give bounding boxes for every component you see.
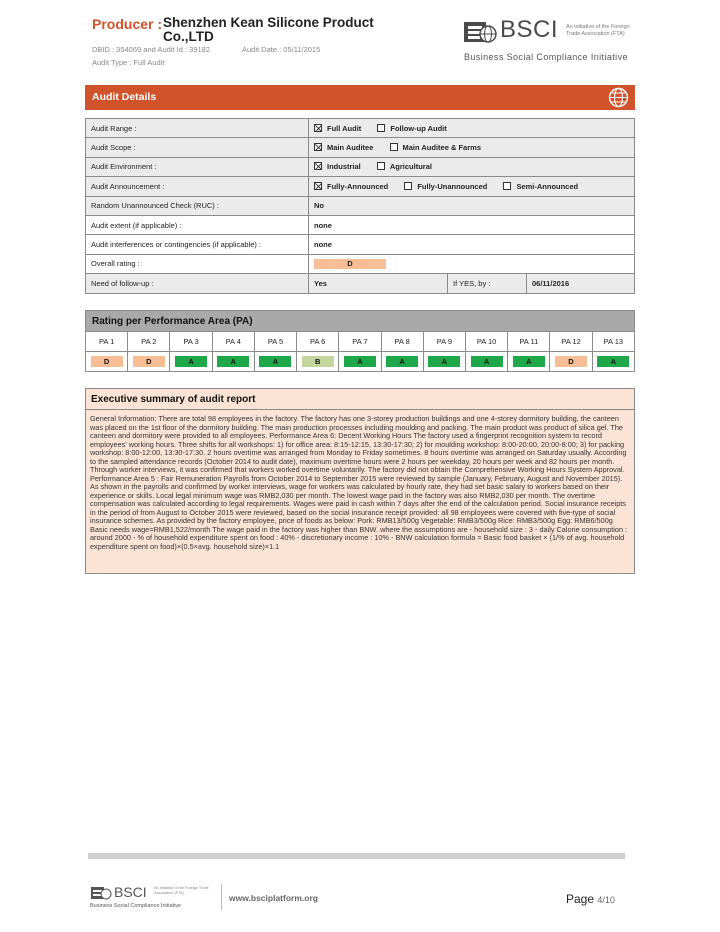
pa-label: PA 8 (381, 332, 423, 352)
option-industrial[interactable]: Industrial (314, 162, 361, 171)
pa-rating-badge: A (217, 356, 249, 367)
audit-details-bar (85, 85, 635, 110)
pa-rating-badge: A (597, 356, 629, 367)
follow-up-date: 06/11/2016 (527, 274, 635, 293)
pa-label: PA 6 (297, 332, 339, 352)
checkbox-checked[interactable] (314, 182, 322, 190)
option-agricultural[interactable]: Agricultural (377, 162, 432, 171)
executive-summary (85, 388, 635, 574)
pa-rating-badge: A (471, 356, 503, 367)
audit-scope-options (309, 138, 635, 157)
globe-icon (608, 87, 629, 108)
audit-date-text: Audit Date : 05/11/2015 (242, 45, 321, 54)
footer-divider-bar (88, 853, 625, 859)
pa-label: PA 5 (254, 332, 296, 352)
bsci-subtitle: Business Social Compliance Initiative (464, 52, 628, 62)
audit-extent-label: Audit extent (if applicable) : (86, 215, 309, 234)
pa-rating-row (86, 352, 635, 372)
follow-up-value: Yes (309, 274, 448, 293)
audit-scope-label: Audit Scope : (86, 138, 309, 157)
bsci-hands-icon (462, 18, 498, 46)
pa-rating-badge: D (555, 356, 587, 367)
pa-label: PA 4 (212, 332, 254, 352)
audit-announcement-label: Audit Announcement : (86, 177, 309, 196)
checkbox-checked[interactable] (314, 124, 322, 132)
audit-extent-value: none (309, 215, 635, 234)
option-main-auditee-farms[interactable]: Main Auditee & Farms (390, 143, 482, 152)
pa-label: PA 9 (423, 332, 465, 352)
pa-rating-badge: A (259, 356, 291, 367)
page-number: 4/10 (597, 895, 615, 905)
pa-rating-badge: A (386, 356, 418, 367)
audit-details-table (85, 118, 635, 294)
pa-rating-table (85, 331, 635, 372)
checkbox-unchecked[interactable] (377, 162, 385, 170)
executive-summary-text: General Information: There are total 98 employees in the factory. The factory has one 3-storey production buildings and one 4-storey dormitory building, the canteen was placed on the 1st floor of the dormitory building. The main production processes including moulding and packing. The main product was product of silica gel. The canteen and dormitory were provided to all employees. Performance Area 6: Decent Working Hours The factory used a fingerprint recognition system to record employees' working hours. Three shifts for all workshops: 1) for office area: 8:15-12:15, 13:30-17:30; 2) for moulding workshop: 8:00-20:00, 20:00-8:00; 3) for packing workshop: 8:00-12:00, 13:30-17:30. 2 hours overtime was arranged from Monday to Friday sometimes. 8 hours overtime was arranged on Saturday usually. According to the sampled attendance records (October 2014 to audit date), maximum overtime hours were 2 hours per weekday, 20 hours per week and 82 hours per month. Through worker interviews, it was confirmed that workers worked overtime voluntarily. The factory did not obtain the Comprehensive Working Hours System Approval. Performance Area 5 : Fair Remuneration Payrolls from October 2014 to September 2015 were reviewed by sample (January, February, August and November 2015). As shown in the payrolls and confirmed by worker interviews, wage for workers was calculated by hourly rate, they had set basic salary to workers based on their experience or skills. Local legal minimum wage was RMB2,030 per month. The lowest wage paid in the factory was also RMB2,030 per month. The overtime compensation was calculated according to legal requirements. Wages were paid in cash within 7 days after the end of the calculation period. Social insurance receipts in the period of from August to October 2015 were reviewed, based on the social insurance receipt provided: all 98 employees were covered with five-type of social insurance schemes. As provided by the factory employee, price of foods as below: Pork: RMB13/500g Vegetable: RMB3/500g Rice: RMB3/500g Egg: RMB6/500g Basic needs wage=RMB1,522/month The wage paid in the factory was higher than BNW. where the assumptions are - household size : 3 - daily Calorie consumption : around 2000 - % of household expenditure spent on food : 40% - discretionary income : 10% - BNW calculation formula = Basic food basket × (1/% of avg. household expenditure spent on food)×(0.5×avg. household size)×1.1 (90, 414, 628, 551)
footer-vertical-divider (221, 884, 222, 910)
footer-bsci-wordmark: BSCI (114, 884, 147, 900)
checkbox-unchecked[interactable] (503, 182, 511, 190)
pa-rating-badge: D (91, 356, 123, 367)
audit-environment-label: Audit Environment : (86, 157, 309, 176)
audit-announcement-options (309, 177, 635, 196)
page-indicator (566, 892, 615, 906)
footer-bsci-logo (90, 884, 210, 912)
bsci-logo (462, 16, 637, 66)
footer-bsci-tagline: An initiative of the Foreign Trade Association (FTA) (154, 886, 209, 895)
pa-rating-badge: A (428, 356, 460, 367)
option-fully-announced[interactable]: Fully-Announced (314, 182, 388, 191)
audit-range-options (309, 119, 635, 138)
pa-label-row (86, 332, 635, 352)
table-row (86, 177, 635, 196)
footer-bsci-subtitle: Business Social Compliance Initiative (90, 903, 182, 909)
checkbox-checked[interactable] (314, 162, 322, 170)
if-yes-label: If YES, by : (448, 274, 527, 293)
producer-label: Producer : (92, 16, 163, 32)
checkbox-checked[interactable] (314, 143, 322, 151)
follow-up-label: Need of follow-up : (86, 274, 309, 293)
pa-rating-badge: A (175, 356, 207, 367)
audit-details-title: Audit Details (92, 91, 157, 103)
option-semi-announced[interactable]: Semi-Announced (503, 182, 578, 191)
footer-url-link[interactable]: www.bsciplatform.org (229, 893, 318, 903)
pa-rating-title: Rating per Performance Area (PA) (85, 310, 635, 331)
table-row (86, 196, 635, 215)
table-row (86, 138, 635, 157)
bsci-wordmark: BSCI (500, 16, 559, 43)
checkbox-unchecked[interactable] (390, 143, 398, 151)
pa-rating-badge: A (344, 356, 376, 367)
pa-label: PA 2 (128, 332, 170, 352)
audit-type-text: Audit Type : Full Audit (92, 58, 165, 67)
audit-interferences-label: Audit interferences or contingencies (if applicable) : (86, 235, 309, 254)
overall-rating-label: Overall rating : (86, 254, 309, 273)
audit-interferences-value: none (309, 235, 635, 254)
table-row (86, 254, 635, 273)
option-fully-unannounced[interactable]: Fully-Unannounced (404, 182, 487, 191)
checkbox-unchecked[interactable] (404, 182, 412, 190)
table-row (86, 157, 635, 176)
pa-label: PA 10 (465, 332, 507, 352)
executive-summary-title: Executive summary of audit report (86, 389, 634, 410)
page-label: Page (566, 892, 595, 906)
table-row (86, 119, 635, 138)
pa-label: PA 12 (550, 332, 592, 352)
pa-label: PA 11 (508, 332, 550, 352)
bsci-hands-icon (90, 885, 112, 901)
table-row (86, 274, 635, 293)
overall-rating-cell (309, 254, 635, 273)
table-row (86, 215, 635, 234)
ruc-label: Random Unannounced Check (RUC) : (86, 196, 309, 215)
dbid-text: DBID : 354069 and Audit Id : 39182 (92, 45, 211, 54)
audit-environment-options (309, 157, 635, 176)
pa-rating-badge: D (133, 356, 165, 367)
pa-label: PA 3 (170, 332, 212, 352)
option-follow-up-audit[interactable]: Follow-up Audit (377, 124, 446, 133)
option-full-audit[interactable]: Full Audit (314, 124, 361, 133)
option-main-auditee[interactable]: Main Auditee (314, 143, 373, 152)
bsci-tagline: An initiative of the Foreign Trade Association (FTA) (566, 24, 630, 37)
table-row (86, 235, 635, 254)
pa-label: PA 1 (86, 332, 128, 352)
overall-rating-badge: D (314, 259, 386, 269)
pa-rating-section (85, 310, 635, 372)
pa-label: PA 7 (339, 332, 381, 352)
audit-range-label: Audit Range : (86, 119, 309, 138)
producer-name: Shenzhen Kean Silicone Product Co.,LTD (163, 15, 374, 44)
checkbox-unchecked[interactable] (377, 124, 385, 132)
pa-rating-badge: B (302, 356, 334, 367)
ruc-value: No (309, 196, 635, 215)
pa-rating-badge: A (513, 356, 545, 367)
pa-label: PA 13 (592, 332, 634, 352)
